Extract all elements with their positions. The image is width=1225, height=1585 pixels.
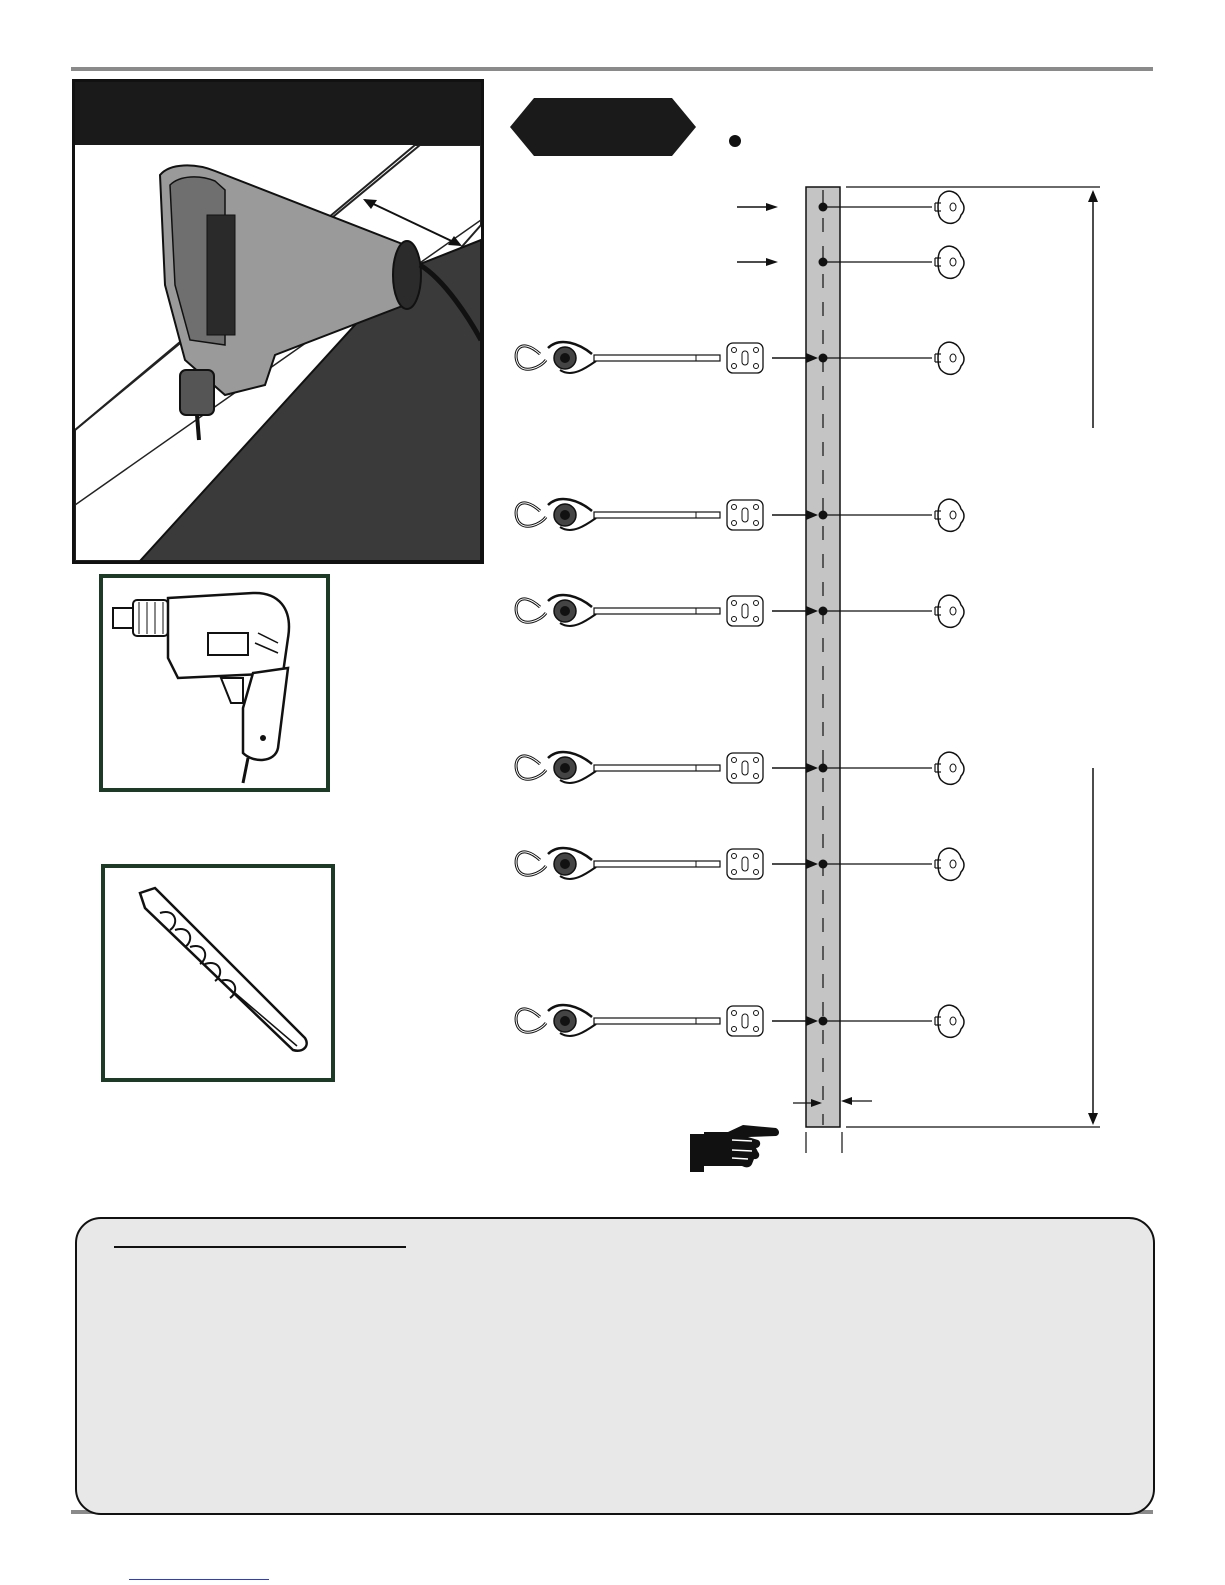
hole-marker — [819, 1017, 828, 1026]
pointing-hand-icon — [688, 1120, 780, 1178]
nut-icon — [935, 595, 964, 627]
washer-plate-icon — [727, 1006, 763, 1036]
drill-bit-box — [101, 864, 335, 1082]
hole-marker — [819, 764, 828, 773]
drill-scene-panel — [72, 79, 484, 564]
nut-icon — [935, 1005, 964, 1037]
washer-plate-icon — [727, 343, 763, 373]
nut-icon — [935, 499, 964, 531]
note-panel — [75, 1217, 1155, 1515]
drill-panel-title — [75, 82, 481, 118]
hole-row-1 — [737, 191, 964, 223]
hole-row-7 — [516, 848, 964, 880]
eye-bolt-icon — [516, 499, 720, 530]
hole-marker — [819, 203, 828, 212]
hole-row-8 — [516, 1005, 964, 1037]
hole-marker — [819, 511, 828, 520]
hole-row-5 — [516, 595, 964, 627]
power-drill-in-use-icon — [75, 145, 481, 561]
eye-bolt-icon — [516, 752, 720, 783]
eye-bolt-icon — [516, 1005, 720, 1036]
nut-icon — [935, 246, 964, 278]
drill-bit-icon — [105, 868, 331, 1078]
nut-icon — [935, 191, 964, 223]
nut-icon — [935, 848, 964, 880]
top-rule — [71, 67, 1153, 71]
hole-row-4 — [516, 499, 964, 531]
washer-plate-icon — [727, 596, 763, 626]
hole-row-2 — [737, 246, 964, 278]
hole-layout-diagram — [500, 180, 1140, 1180]
hole-marker — [819, 607, 828, 616]
hole-marker — [819, 258, 828, 267]
hole-row-3 — [516, 342, 964, 374]
drill-panel-header — [75, 82, 481, 145]
footer-link-underline[interactable] — [129, 1579, 269, 1580]
step-badge — [510, 98, 696, 156]
note-heading-underline — [114, 1246, 406, 1248]
washer-plate-icon — [727, 849, 763, 879]
washer-plate-icon — [727, 753, 763, 783]
eye-bolt-icon — [516, 595, 720, 626]
hole-marker — [819, 354, 828, 363]
nut-icon — [935, 342, 964, 374]
bullet-icon — [729, 135, 741, 147]
washer-plate-icon — [727, 500, 763, 530]
power-drill-icon — [103, 578, 326, 788]
hole-marker — [819, 860, 828, 869]
eye-bolt-icon — [516, 848, 720, 879]
hole-row-6 — [516, 752, 964, 784]
eye-bolt-icon — [516, 342, 720, 373]
power-drill-box — [99, 574, 330, 792]
nut-icon — [935, 752, 964, 784]
